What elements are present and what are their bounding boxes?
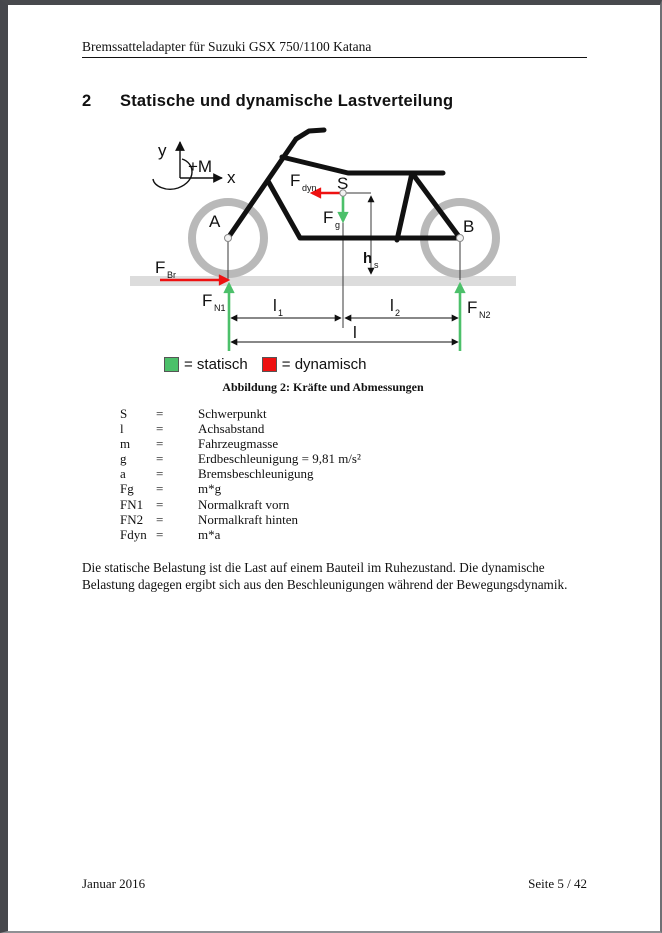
front-axle-label: A xyxy=(209,212,221,231)
definition-equals: = xyxy=(156,436,164,452)
definition-row xyxy=(120,466,361,481)
footer-page-number: Seite 5 / 42 xyxy=(528,876,587,891)
definition-equals: = xyxy=(156,421,164,437)
fn2-label-sub: N2 xyxy=(479,310,491,320)
y-axis-label: y xyxy=(158,141,167,160)
figure-legend xyxy=(164,356,380,373)
fn1-label: F xyxy=(202,291,213,310)
fg-label-sub: g xyxy=(335,220,341,230)
definition-meaning: Achsabstand xyxy=(198,421,265,437)
definition-row xyxy=(120,527,361,542)
section-heading xyxy=(82,92,602,111)
definition-symbol: a xyxy=(120,466,126,482)
l1-label-sub: 1 xyxy=(278,308,284,318)
figure-diagram xyxy=(128,123,528,363)
section-title: Statische und dynamische Lastverteilung xyxy=(120,92,454,110)
x-axis-label: x xyxy=(227,168,236,187)
definition-meaning: Fahrzeugmasse xyxy=(198,436,279,452)
legend-dynamic-swatch xyxy=(262,357,277,372)
legend-dynamic-label: = dynamisch xyxy=(281,356,367,373)
l2-label-sub: 2 xyxy=(395,308,401,318)
fn2-label: F xyxy=(467,298,478,317)
definition-symbol: Fg xyxy=(120,481,134,497)
definition-row xyxy=(120,451,361,466)
rear-axle-label: B xyxy=(463,217,475,236)
definition-row xyxy=(120,481,361,496)
definition-equals: = xyxy=(156,511,164,527)
definition-equals: = xyxy=(156,496,164,512)
header-rule xyxy=(82,57,587,58)
definition-meaning: m*a xyxy=(198,526,221,542)
fg-label: F xyxy=(323,208,334,227)
l-total-label: l xyxy=(353,323,357,342)
definition-row xyxy=(120,497,361,512)
definition-meaning: Normalkraft vorn xyxy=(198,496,290,512)
definition-symbol: FN2 xyxy=(120,511,144,527)
definition-equals: = xyxy=(156,526,164,542)
definition-symbol: g xyxy=(120,451,127,467)
definition-equals: = xyxy=(156,406,164,421)
definition-row xyxy=(120,512,361,527)
moment-arc xyxy=(153,159,192,189)
fdyn-label: F xyxy=(290,171,301,190)
section-number: 2 xyxy=(82,92,92,110)
page-footer xyxy=(82,876,587,892)
definition-symbol: FN1 xyxy=(120,496,144,512)
fbr-label-sub: Br xyxy=(167,270,176,280)
hs-label: h xyxy=(363,250,373,267)
definition-equals: = xyxy=(156,451,164,467)
moment-label: +M xyxy=(188,157,213,176)
definition-symbol: m xyxy=(120,436,131,452)
l1-label: l xyxy=(273,296,277,315)
definition-equals: = xyxy=(156,466,164,482)
fdyn-label-sub: dyn xyxy=(302,183,317,193)
legend-static-swatch xyxy=(164,357,179,372)
hs-label-sub: s xyxy=(374,260,379,270)
cog-label: S xyxy=(337,174,349,193)
definition-meaning: Schwerpunkt xyxy=(198,406,267,421)
definition-meaning: m*g xyxy=(198,481,222,497)
footer-date: Januar 2016 xyxy=(82,876,146,891)
definition-meaning: Bremsbeschleunigung xyxy=(198,466,314,482)
definition-row xyxy=(120,421,361,436)
definition-meaning: Erdbeschleunigung = 9,81 m/s² xyxy=(198,451,361,467)
header-title: Bremssatteladapter für Suzuki GSX 750/1100 Katana xyxy=(82,39,372,54)
definition-row xyxy=(120,436,361,451)
definitions-table xyxy=(120,406,361,542)
definition-row xyxy=(120,406,361,421)
fbr-label: F xyxy=(155,258,166,277)
figure-caption: Abbildung 2: Kräfte und Abmessungen xyxy=(222,380,424,394)
definition-meaning: Normalkraft hinten xyxy=(198,511,298,527)
definition-equals: = xyxy=(156,481,164,497)
l2-label: l xyxy=(390,296,394,315)
body-paragraph: Die statische Belastung ist die Last auf einem Bauteil im Ruhezustand. Die dynamische Belastung dagegen ergibt sich aus den Beschleunigungen während der Bewegungsdynamik. xyxy=(82,560,568,592)
definition-symbol: S xyxy=(120,406,128,421)
front-axle-point xyxy=(225,235,232,242)
legend-static-label: = statisch xyxy=(184,356,248,373)
definition-symbol: Fdyn xyxy=(120,526,147,542)
definition-symbol: l xyxy=(120,421,124,437)
fn1-label-sub: N1 xyxy=(214,303,226,313)
